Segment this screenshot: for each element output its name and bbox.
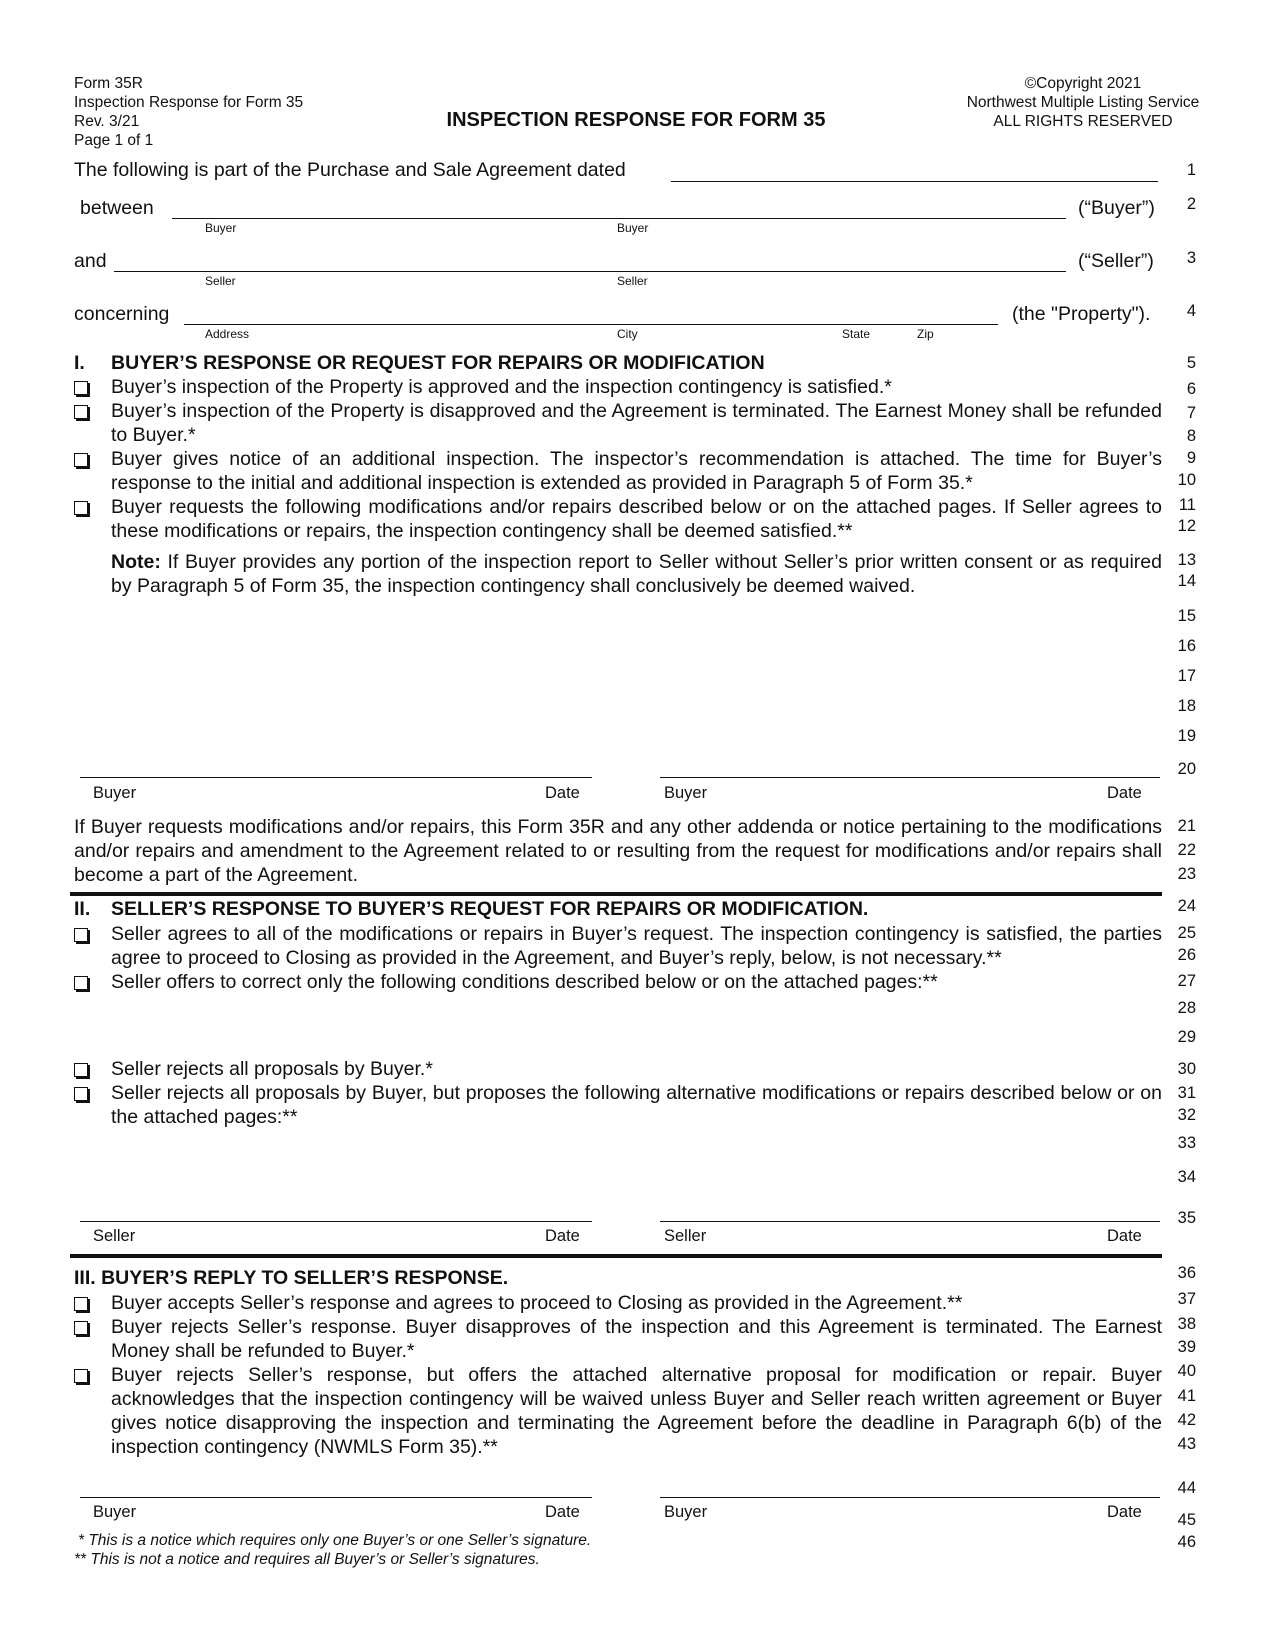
s2-seller-signature-line-2[interactable] (660, 1221, 1160, 1222)
s3-sig-caption-buyer-1: Buyer (93, 1503, 137, 1521)
s3-option-reject-terminate-checkbox[interactable] (74, 1321, 88, 1335)
s3-option-accept-checkbox[interactable] (74, 1297, 88, 1311)
page-count: Page 1 of 1 (74, 132, 154, 149)
buyer-names-field[interactable] (172, 218, 1066, 219)
s3-sig-caption-date-2: Date (1107, 1503, 1142, 1521)
line-number: 40 (1177, 1362, 1196, 1380)
seller-names-field[interactable] (114, 271, 1066, 272)
line-number: 5 (1186, 354, 1196, 372)
line-number: 16 (1177, 637, 1196, 655)
line-number: 7 (1186, 404, 1196, 422)
seller-caption-2: Seller (617, 274, 648, 288)
s2-sig-caption-date-1: Date (545, 1227, 580, 1245)
line-number: 11 (1178, 496, 1196, 514)
buyer-caption-2: Buyer (617, 221, 649, 235)
line-number: 36 (1177, 1264, 1196, 1282)
s3-option-reject-counter-text: Buyer rejects Seller’s response, but offers the attached alternative proposal for modification or repair. Buyer acknowledges that the inspection contingency will be waived unless Buyer and Seller reach written agreement or Buyer gives notice disapproving the inspection and terminating the Agreement before the deadline in Paragraph 6(b) of the inspection contingency (NWMLS Form 35).** (111, 1364, 1162, 1458)
line-number: 6 (1186, 380, 1196, 398)
s1-sig-caption-buyer-1: Buyer (93, 784, 137, 802)
line-number: 26 (1177, 946, 1196, 964)
line-number: 37 (1177, 1290, 1196, 1308)
s1-note-label: Note: (111, 551, 161, 573)
line-number: 8 (1186, 427, 1196, 445)
seller-caption-1: Seller (205, 274, 236, 288)
s2-option-correct-only-text: Seller offers to correct only the following conditions described below or on the attached pages:** (111, 971, 938, 993)
line-number: 13 (1177, 551, 1196, 569)
line-number: 39 (1177, 1338, 1196, 1356)
line-number: 41 (1177, 1387, 1196, 1405)
line-number: 23 (1177, 865, 1196, 883)
page-title: INSPECTION RESPONSE FOR FORM 35 (446, 109, 826, 131)
s2-option-agrees-all-text: Seller agrees to all of the modifications or repairs in Buyer’s request. The inspection contingency is satisfied, the parties agree to proceed to Closing as provided in the Agreement, and Buyer’s reply, below, is not necessary.** (111, 923, 1162, 969)
between-label: between (80, 197, 154, 219)
line-number: 4 (1186, 302, 1196, 320)
buyer-caption-1: Buyer (205, 221, 237, 235)
line-number: 14 (1177, 572, 1196, 590)
line-number: 46 (1177, 1533, 1196, 1551)
s1-option-approved-text: Buyer’s inspection of the Property is approved and the inspection contingency is satisfied.* (111, 376, 892, 398)
s1-buyer-signature-line-2[interactable] (660, 777, 1160, 778)
line-number: 9 (1186, 449, 1196, 467)
footnote-notice: * This is a notice which requires only one Buyer’s or one Seller’s signature. (78, 1532, 592, 1549)
s2-sig-caption-date-2: Date (1107, 1227, 1142, 1245)
line-number: 19 (1177, 727, 1196, 745)
s2-sig-caption-seller-1: Seller (93, 1227, 136, 1245)
section-2-heading: SELLER’S RESPONSE TO BUYER’S REQUEST FOR REPAIRS OR MODIFICATION. (111, 898, 869, 920)
line-number: 24 (1177, 897, 1196, 915)
seller-tag: (“Seller”) (1078, 250, 1154, 272)
s2-option-counter-proposal-text: Seller rejects all proposals by Buyer, but proposes the following alternative modifications or repairs described below or on the attached pages:** (111, 1082, 1162, 1128)
agreement-date-field[interactable] (671, 181, 1158, 182)
line-number: 30 (1177, 1060, 1196, 1078)
line-number: 28 (1177, 999, 1196, 1017)
s1-note-text: If Buyer provides any portion of the inspection report to Seller without Seller’s prior written consent or as required by Paragraph 5 of Form 35, the inspection contingency shall conclusively be deemed waived. (111, 551, 1162, 597)
line-number: 1 (1186, 161, 1196, 179)
s1-sig-caption-date-2: Date (1107, 784, 1142, 802)
city-caption: City (617, 327, 638, 341)
section-2-divider (70, 892, 1162, 896)
buyer-tag: (“Buyer”) (1078, 197, 1155, 219)
line-number: 32 (1177, 1106, 1196, 1124)
s1-option-disapproved-checkbox[interactable] (74, 405, 88, 419)
line-number: 38 (1177, 1315, 1196, 1333)
s2-sig-caption-seller-2: Seller (664, 1227, 707, 1245)
s2-option-counter-proposal-checkbox[interactable] (74, 1087, 88, 1101)
s1-closing-paragraph: If Buyer requests modifications and/or repairs, this Form 35R and any other addenda or notice pertaining to the modifications and/or repairs and amendment to the Agreement related to or resulting from the request for modifications and/or repairs shall become a part of the Agreement. (74, 816, 1162, 886)
line-number: 17 (1177, 667, 1196, 685)
property-tag: (the "Property"). (1012, 303, 1151, 325)
section-3-heading: III. BUYER’S REPLY TO SELLER’S RESPONSE. (74, 1267, 509, 1289)
s1-option-request-repairs-text: Buyer requests the following modifications and/or repairs described below or on the attached pages. If Seller agrees to these modifications or repairs, the inspection contingency shall be deemed satisfied.** (111, 496, 1162, 542)
s2-option-agrees-all-checkbox[interactable] (74, 928, 88, 942)
s2-seller-signature-line-1[interactable] (80, 1221, 592, 1222)
form-revision: Rev. 3/21 (74, 113, 140, 130)
copyright-year: ©Copyright 2021 (1024, 75, 1142, 92)
s3-option-reject-counter-checkbox[interactable] (74, 1369, 88, 1383)
line-number: 29 (1177, 1028, 1196, 1046)
state-caption: State (842, 327, 871, 341)
s1-buyer-signature-line-1[interactable] (80, 777, 592, 778)
s3-buyer-signature-line-1[interactable] (80, 1497, 592, 1498)
line-number: 31 (1177, 1084, 1196, 1102)
s1-option-additional-inspection-checkbox[interactable] (74, 453, 88, 467)
line-number: 25 (1177, 924, 1196, 942)
line-number: 12 (1177, 517, 1196, 535)
line-number: 33 (1177, 1134, 1196, 1152)
line-number: 20 (1177, 760, 1196, 778)
s1-option-request-repairs-checkbox[interactable] (74, 501, 88, 515)
line-number: 22 (1177, 841, 1196, 859)
line-number: 3 (1186, 249, 1196, 267)
concerning-label: concerning (74, 303, 170, 325)
line-number: 44 (1177, 1479, 1196, 1497)
line-number: 18 (1177, 697, 1196, 715)
line-number: 43 (1177, 1435, 1196, 1453)
line-number: 2 (1186, 195, 1196, 213)
zip-caption: Zip (917, 327, 934, 341)
line-number: 10 (1177, 471, 1196, 489)
s2-option-rejects-all-text: Seller rejects all proposals by Buyer.* (111, 1058, 433, 1080)
line-number: 35 (1177, 1209, 1196, 1227)
s1-option-approved-checkbox[interactable] (74, 381, 88, 395)
s3-option-reject-terminate-text: Buyer rejects Seller’s response. Buyer disapproves of the inspection and this Agreement is terminated. The Earnest Money shall be refunded to Buyer.* (111, 1316, 1162, 1362)
line-number: 34 (1177, 1168, 1196, 1186)
s1-note (111, 550, 1162, 598)
section-3-divider (70, 1254, 1162, 1258)
s2-option-correct-only-checkbox[interactable] (74, 976, 88, 990)
line-number: 45 (1177, 1511, 1196, 1529)
section-1-number: I. (74, 352, 85, 374)
line-number: 42 (1177, 1411, 1196, 1429)
s3-sig-caption-buyer-2: Buyer (664, 1503, 708, 1521)
s3-sig-caption-date-1: Date (545, 1503, 580, 1521)
and-label: and (74, 250, 107, 272)
s1-option-disapproved-text: Buyer’s inspection of the Property is disapproved and the Agreement is terminated. The Earnest Money shall be refunded to Buyer.* (111, 400, 1162, 446)
section-1-heading: BUYER’S RESPONSE OR REQUEST FOR REPAIRS OR MODIFICATION (111, 352, 765, 374)
copyright-block (900, 74, 1266, 131)
form-name: Inspection Response for Form 35 (74, 94, 304, 111)
agreement-dated-label: The following is part of the Purchase and Sale Agreement dated (74, 159, 626, 181)
address-caption: Address (205, 327, 250, 341)
form-number: Form 35R (74, 75, 143, 92)
line-number: 15 (1177, 607, 1196, 625)
footnote-not-notice: ** This is not a notice and requires all Buyer’s or Seller’s signatures. (74, 1551, 540, 1568)
line-number: 21 (1177, 817, 1196, 835)
s1-sig-caption-buyer-2: Buyer (664, 784, 708, 802)
line-number: 27 (1177, 972, 1196, 990)
property-address-field[interactable] (184, 324, 998, 325)
copyright-owner: Northwest Multiple Listing Service (966, 94, 1200, 111)
s2-option-rejects-all-checkbox[interactable] (74, 1063, 88, 1077)
s3-option-accept-text: Buyer accepts Seller’s response and agrees to proceed to Closing as provided in the Agreement.** (111, 1292, 963, 1314)
s1-sig-caption-date-1: Date (545, 784, 580, 802)
s1-option-additional-inspection-text: Buyer gives notice of an additional inspection. The inspector’s recommendation is attached. The time for Buyer’s response to the initial and additional inspection is extended as provided in Paragraph 5 of Form 35.* (111, 448, 1162, 494)
s3-buyer-signature-line-2[interactable] (660, 1497, 1160, 1498)
rights-reserved: ALL RIGHTS RESERVED (993, 113, 1173, 130)
section-2-number: II. (74, 898, 91, 920)
